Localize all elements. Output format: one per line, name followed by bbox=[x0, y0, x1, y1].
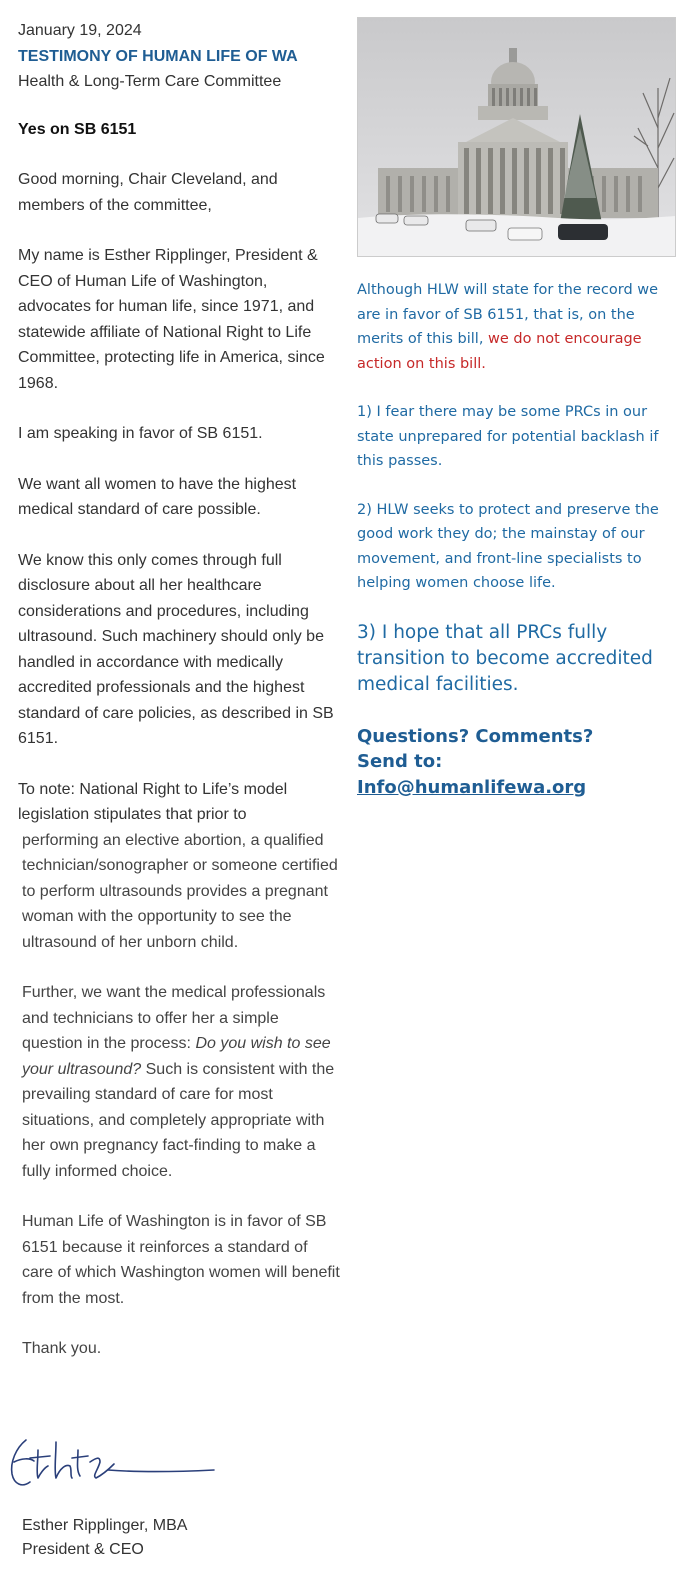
questions-heading: Questions? Comments? bbox=[357, 725, 594, 747]
send-to-label: Send to: bbox=[357, 751, 443, 772]
favor-paragraph: I am speaking in favor of SB 6151. bbox=[18, 425, 263, 442]
note-paragraph: performing an elective abortion, a qualified technician/sonographer or someone certified to perform ultrasounds provides a pregnant woman with the opportunity to see the ultrasound of her unborn child. bbox=[22, 831, 338, 951]
point-one: 1) I fear there may be some PRCs in our state unprepared for potential backlash if this passes. bbox=[357, 404, 659, 469]
signer-name: Esther Ripplinger, MBA bbox=[22, 1517, 188, 1534]
record-statement-text: Although HLW will state for the record we are in favor of SB 6151, that is, on the merits of this bill, bbox=[357, 282, 659, 347]
know-paragraph: We know this only comes through full disclosure about all her healthcare considerations and procedures, including ultrasound. Such machinery should only be handled in accordance with medically accredited professionals and the highest standard of care policies, as described in SB 6151. bbox=[18, 551, 334, 747]
ultrasound-question: Do you wish to see your ultrasound? bbox=[22, 1035, 331, 1078]
greeting-paragraph: Good morning, Chair Cleveland, and members of the committee, bbox=[18, 171, 278, 214]
signer-title: President & CEO bbox=[22, 1541, 144, 1558]
note-paragraph-first-line: To note: National Right to Life’s model legislation stipulates that prior to bbox=[18, 780, 288, 823]
testimony-column bbox=[18, 18, 340, 1362]
point-three: 3) I hope that all PRCs fully transition to become accredited medical facilities. bbox=[357, 621, 653, 695]
want-paragraph: We want all women to have the highest medical standard of care possible. bbox=[18, 475, 297, 518]
record-statement bbox=[357, 278, 677, 376]
thanks-line: Thank you. bbox=[22, 1340, 102, 1357]
position-statement: Yes on SB 6151 bbox=[18, 120, 137, 138]
handwritten-signature bbox=[4, 1428, 224, 1498]
further-text: Further, we want the medical professionals and technicians to offer her a simple question in the process: bbox=[22, 984, 326, 1052]
letter-date: January 19, 2024 bbox=[18, 22, 142, 39]
testimony-title: TESTIMONY OF HUMAN LIFE OF WA bbox=[18, 47, 298, 65]
further-text-continued: Such is consistent with the prevailing standard of care for most situations, and completely appropriate with her own pregnancy fact-finding to make a fully informed choice. bbox=[22, 1060, 335, 1180]
intro-paragraph: My name is Esther Ripplinger, President & CEO of Human Life of Washington, advocates for human life, since 1971, and statewide affiliate of National Right to Life Committee, protecting life in America, since 1968. bbox=[18, 247, 325, 392]
committee-name: Health & Long-Term Care Committee bbox=[18, 73, 282, 90]
no-action-warning: we do not encourage action on this bill. bbox=[357, 331, 642, 372]
further-paragraph bbox=[18, 980, 340, 1184]
signature-block bbox=[22, 1514, 187, 1562]
point-two: 2) HLW seeks to protect and preserve the good work they do; the mainstay of our movement, and front-line specialists to helping women choose life. bbox=[357, 501, 659, 591]
contact-block bbox=[357, 724, 677, 801]
conclusion-paragraph: Human Life of Washington is in favor of SB 6151 because it reinforces a standard of care of which Washington women will benefit from the most. bbox=[22, 1213, 340, 1307]
contact-email-link[interactable]: Info@humanlifewa.org bbox=[357, 776, 587, 798]
capitol-building-photo bbox=[357, 17, 676, 257]
sidebar-notes bbox=[357, 278, 677, 800]
